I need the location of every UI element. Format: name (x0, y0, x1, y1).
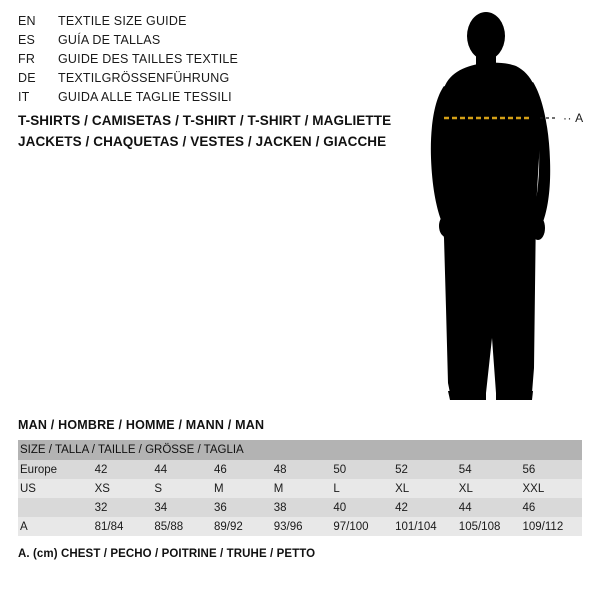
group-title-man: MAN / HOMBRE / HOMME / MANN / MAN (18, 418, 265, 432)
cell-numeric-4: 40 (329, 498, 391, 517)
language-code-es: ES (18, 33, 36, 47)
cell-chest-4: 97/100 (329, 517, 391, 536)
language-row-en (18, 14, 418, 33)
language-row-fr (18, 52, 418, 71)
cell-numeric-2: 36 (210, 498, 270, 517)
footer-note: A. (cm) CHEST / PECHO / POITRINE / TRUHE / PETTO (18, 548, 316, 560)
table-row-chest (18, 517, 582, 536)
language-row-es (18, 33, 418, 52)
language-code-en: EN (18, 14, 36, 28)
language-code-de: DE (18, 71, 36, 85)
table-row-us (18, 479, 582, 498)
row-label-numeric (18, 498, 91, 517)
cell-numeric-6: 44 (455, 498, 519, 517)
cell-us-7: XXL (519, 479, 583, 498)
cell-numeric-5: 42 (391, 498, 455, 517)
row-label-us: US (18, 479, 91, 498)
cell-europe-6: 54 (455, 460, 519, 479)
cell-europe-3: 48 (270, 460, 330, 479)
language-row-de (18, 71, 418, 90)
cell-europe-1: 44 (150, 460, 210, 479)
cell-us-3: M (270, 479, 330, 498)
table-row-numeric (18, 498, 582, 517)
cell-numeric-3: 38 (270, 498, 330, 517)
category-line-tshirts: T-SHIRTS / CAMISETAS / T-SHIRT / T-SHIRT / MAGLIETTE (18, 113, 392, 128)
table-header-label: SIZE / TALLA / TAILLE / GRÖSSE / TAGLIA (18, 440, 582, 460)
cell-numeric-7: 46 (519, 498, 583, 517)
callout-label-a: ·· A (563, 111, 584, 125)
cell-numeric-1: 34 (150, 498, 210, 517)
language-text-it: GUIDA ALLE TAGLIE TESSILI (58, 90, 232, 104)
row-label-chest: A (18, 517, 91, 536)
table-row-europe (18, 460, 582, 479)
table-row-header (18, 440, 582, 460)
cell-chest-2: 89/92 (210, 517, 270, 536)
language-code-it: IT (18, 90, 30, 104)
cell-chest-1: 85/88 (150, 517, 210, 536)
category-line-jackets: JACKETS / CHAQUETAS / VESTES / JACKEN / GIACCHE (18, 134, 387, 149)
language-row-it (18, 90, 418, 109)
male-silhouette-figure (400, 8, 600, 403)
cell-chest-6: 105/108 (455, 517, 519, 536)
language-text-fr: GUIDE DES TAILLES TEXTILE (58, 52, 239, 66)
cell-numeric-0: 32 (91, 498, 151, 517)
cell-europe-0: 42 (91, 460, 151, 479)
size-table (18, 440, 582, 536)
cell-europe-4: 50 (329, 460, 391, 479)
cell-chest-0: 81/84 (91, 517, 151, 536)
cell-europe-7: 56 (519, 460, 583, 479)
cell-europe-2: 46 (210, 460, 270, 479)
cell-us-2: M (210, 479, 270, 498)
cell-us-6: XL (455, 479, 519, 498)
category-block (18, 110, 438, 152)
cell-chest-3: 93/96 (270, 517, 330, 536)
language-text-de: TEXTILGRÖSSENFÜHRUNG (58, 71, 230, 85)
cell-chest-5: 101/104 (391, 517, 455, 536)
language-header-block (18, 14, 418, 109)
language-text-es: GUÍA DE TALLAS (58, 33, 161, 47)
cell-us-5: XL (391, 479, 455, 498)
cell-us-0: XS (91, 479, 151, 498)
cell-us-4: L (329, 479, 391, 498)
language-code-fr: FR (18, 52, 36, 66)
row-label-europe: Europe (18, 460, 91, 479)
cell-chest-7: 109/112 (519, 517, 583, 536)
silhouette-svg (400, 8, 600, 403)
cell-europe-5: 52 (391, 460, 455, 479)
cell-us-1: S (150, 479, 210, 498)
language-text-en: TEXTILE SIZE GUIDE (58, 14, 187, 28)
